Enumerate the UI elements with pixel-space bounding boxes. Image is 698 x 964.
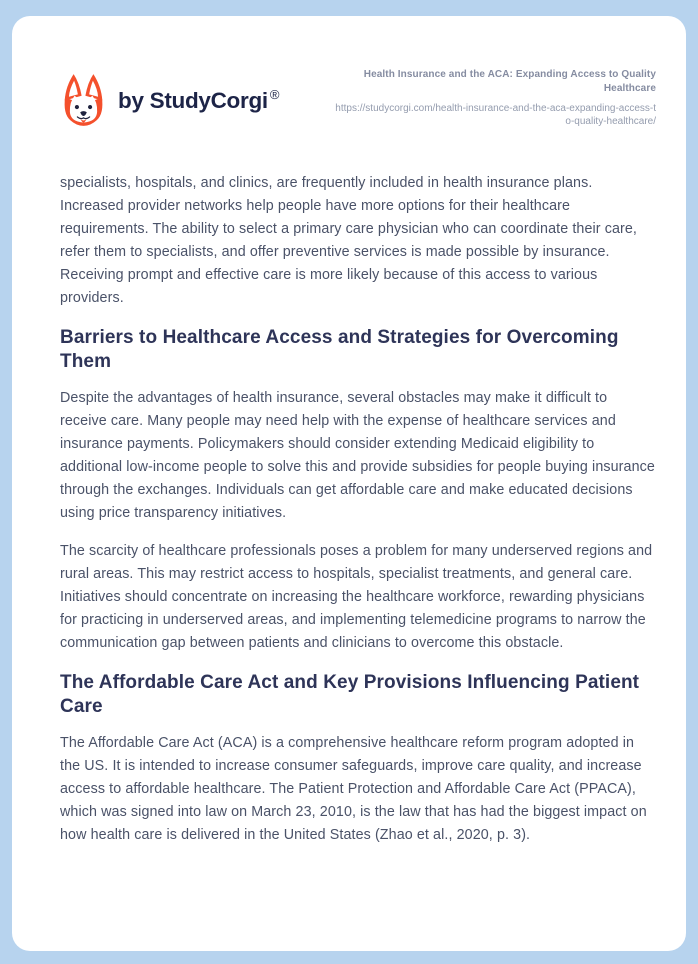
document-title-block [334,68,656,128]
studycorgi-logo[interactable] [60,73,279,128]
article-content [60,172,656,847]
brand-wordmark-text: by StudyCorgi [118,88,268,113]
paragraph-barriers-1: Despite the advantages of health insurance, several obstacles may make it difficult to receive care. Many people may need help with the expense of healthcare services and insurance payments. Policymakers should consider extending Medicaid eligibility to additional low-income people to solve this and provide subsidies for people buying insurance through the exchanges. Individuals can get affordable care and make educated decisions using price transparency initiatives. [60,390,655,521]
document-header [60,68,656,128]
brand-wordmark [118,87,279,114]
document-url-link[interactable]: https://studycorgi.com/health-insurance-and-the-aca-expanding-access-to-quality-healthcare/ [335,103,656,127]
paragraph-aca-1: The Affordable Care Act (ACA) is a comprehensive healthcare reform program adopted in the US. It is intended to increase consumer safeguards, improve care quality, and increase access to affordable healthcare. The Patient Protection and Affordable Care Act (PPACA), which was signed into law on March 23, 2010, is the law that has had the biggest impact on how health care is delivered in the United States (Zhao et al., 2020, p. 3). [60,735,647,843]
corgi-logo-icon [60,73,107,128]
section-heading-aca: The Affordable Care Act and Key Provisions Influencing Patient Care [60,672,640,717]
section-heading-barriers: Barriers to Healthcare Access and Strategies for Overcoming Them [60,327,619,372]
document-title: Health Insurance and the ACA: Expanding Access to Quality Healthcare [363,69,656,94]
paragraph-barriers-2: The scarcity of healthcare professionals poses a problem for many underserved regions and rural areas. This may restrict access to hospitals, specialist treatments, and general care. Initiatives should concentrate on increasing the healthcare workforce, rewarding physicians for practicing in underserved areas, and implementing telemedicine programs to narrow the communication gap between patients and clinicians to overcome this obstacle. [60,543,653,651]
registered-trademark-symbol: ® [269,87,280,102]
paragraph-intro: specialists, hospitals, and clinics, are frequently included in health insurance plans. Increased provider networks help people have more options for their healthcare requirements. The ability to select a primary care physician who can coordinate their care, refer them to specialists, and offer preventive services is made possible by insurance. Receiving prompt and effective care is more likely because of this access to various providers. [60,175,638,306]
document-card [12,16,686,951]
